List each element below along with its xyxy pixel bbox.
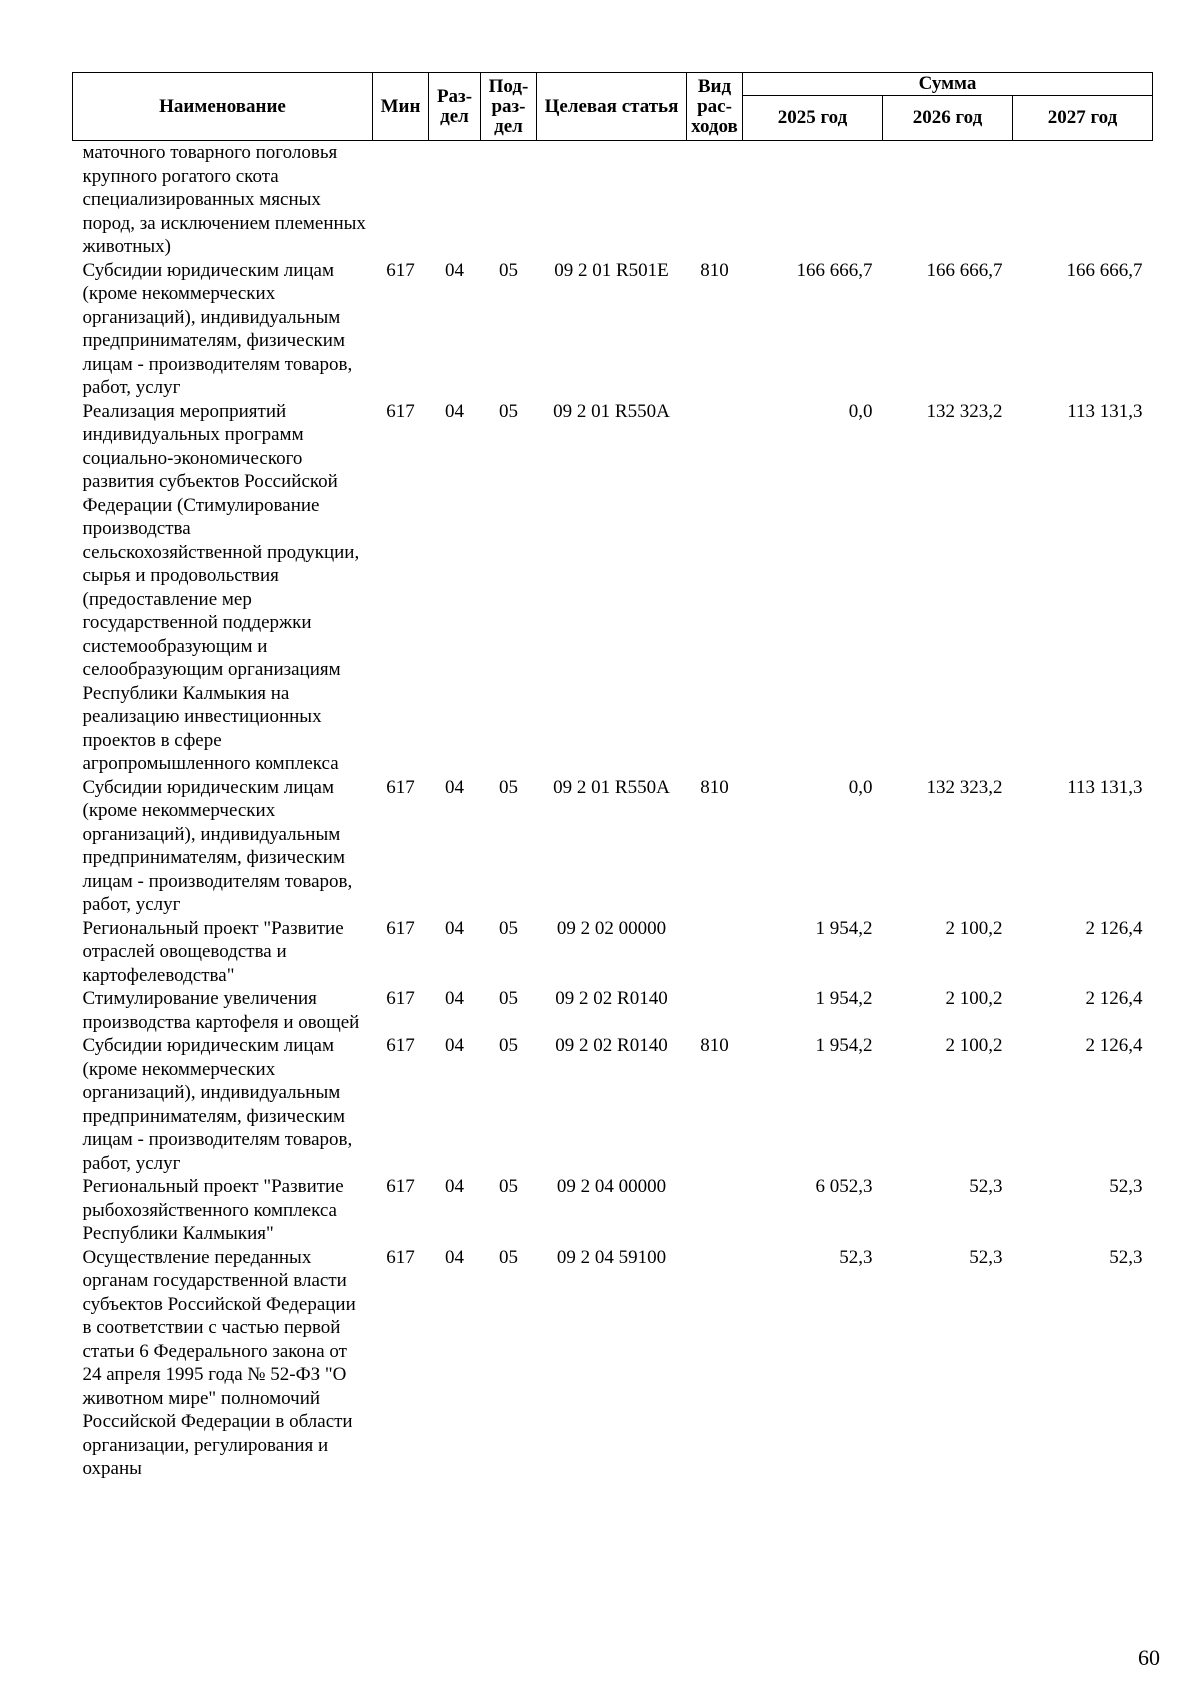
cell-vid-rashodov — [687, 1175, 743, 1246]
cell-min — [373, 141, 429, 259]
table-body — [73, 141, 1153, 1481]
cell-vid-rashodov — [687, 400, 743, 776]
cell-2025: 0,0 — [848, 400, 873, 422]
cell-2026 — [883, 141, 1013, 259]
cell-min: 617 — [386, 259, 415, 281]
header-min: Мин — [373, 73, 429, 141]
cell-vid-rashodov: 810 — [700, 776, 729, 798]
table-row — [73, 1246, 1153, 1481]
cell-vid-rashodov — [687, 917, 743, 988]
cell-celevaya-statya: 09 2 02 R0140 — [555, 1035, 668, 1056]
header-vid-rashodov: Вид рас- ходов — [687, 73, 743, 141]
cell-2025: 52,3 — [839, 1246, 873, 1268]
cell-razdel: 04 — [445, 1246, 464, 1268]
cell-2027: 52,3 — [1109, 1176, 1143, 1197]
header-year-2025: 2025 год — [743, 96, 883, 141]
cell-2025: 1 954,2 — [815, 1035, 873, 1056]
cell-min: 617 — [386, 1035, 415, 1056]
header-podrazdel: Под- раз- дел — [481, 73, 537, 141]
cell-2026: 2 100,2 — [945, 1035, 1003, 1056]
cell-2025: 0,0 — [848, 776, 873, 798]
header-celevaya-statya: Целевая статья — [537, 73, 687, 141]
cell-2025: 1 954,2 — [815, 917, 873, 939]
document-page — [72, 72, 1152, 1481]
cell-name: маточного товарного поголовья крупного рогатого скота специализированных мясных пород, за исключением племенных животных) — [82, 142, 366, 257]
cell-min: 617 — [386, 776, 415, 798]
cell-podrazdel: 05 — [499, 917, 518, 939]
cell-2025: 1 954,2 — [815, 988, 873, 1009]
cell-celevaya-statya: 09 2 01 R550A — [553, 776, 670, 798]
cell-podrazdel — [481, 141, 537, 259]
cell-name: Реализация мероприятий индивидуальных программ социально-экономического развития субъектов Российской Федерации (Стимулирование производства сельскохозяйственной продукции, сырья и продовольствия (предоставление мер государственной поддержки системообразующим и селообразующим организациям Республики Калмыкия на реализацию инвестиционных проектов в сфере агропромышленного комплекса — [82, 400, 360, 774]
cell-name: Субсидии юридическим лицам (кроме некоммерческих организаций), индивидуальным предпринимателям, физическим лицам - производителям товаров, работ, услуг — [82, 776, 353, 915]
cell-vid-rashodov: 810 — [700, 1035, 729, 1056]
cell-name: Региональный проект "Развитие рыбохозяйственного комплекса Республики Калмыкия" — [82, 1176, 344, 1244]
header-year-2027: 2027 год — [1013, 96, 1153, 141]
page-number: 60 — [1138, 1645, 1160, 1670]
table-row — [73, 141, 1153, 259]
cell-2026: 2 100,2 — [945, 988, 1003, 1009]
cell-podrazdel: 05 — [499, 259, 518, 281]
budget-table — [72, 72, 1153, 1481]
cell-2027: 113 131,3 — [1067, 400, 1143, 422]
table-row — [73, 776, 1153, 917]
cell-podrazdel: 05 — [499, 1246, 518, 1268]
cell-2026: 132 323,2 — [926, 776, 1003, 798]
cell-celevaya-statya: 09 2 04 59100 — [556, 1246, 667, 1268]
cell-razdel: 04 — [445, 259, 464, 281]
cell-razdel: 04 — [445, 988, 464, 1009]
cell-2027 — [1013, 141, 1153, 259]
cell-celevaya-statya: 09 2 04 00000 — [556, 1176, 667, 1197]
cell-name: Региональный проект "Развитие отраслей овощеводства и картофелеводства" — [82, 917, 344, 986]
cell-min: 617 — [386, 1246, 415, 1268]
cell-2026: 132 323,2 — [926, 400, 1003, 422]
cell-name: Субсидии юридическим лицам (кроме некоммерческих организаций), индивидуальным предпринимателям, физическим лицам - производителям товаров, работ, услуг — [82, 1035, 353, 1174]
header-summa: Сумма — [743, 73, 1153, 96]
cell-celevaya-statya: 09 2 01 R501E — [554, 259, 669, 281]
header-name: Наименование — [73, 73, 373, 141]
cell-name: Субсидии юридическим лицам (кроме некоммерческих организаций), индивидуальным предпринимателям, физическим лицам - производителям товаров, работ, услуг — [82, 259, 353, 398]
cell-razdel — [429, 141, 481, 259]
cell-2027: 2 126,4 — [1085, 988, 1143, 1009]
cell-razdel: 04 — [445, 1035, 464, 1056]
cell-2026: 166 666,7 — [926, 259, 1003, 281]
table-row — [73, 1175, 1153, 1246]
cell-2026: 52,3 — [969, 1176, 1003, 1197]
header-razdel: Раз- дел — [429, 73, 481, 141]
cell-podrazdel: 05 — [499, 988, 518, 1009]
cell-razdel: 04 — [445, 400, 464, 422]
cell-name: Стимулирование увеличения производства картофеля и овощей — [82, 988, 360, 1033]
cell-2027: 52,3 — [1109, 1246, 1143, 1268]
cell-celevaya-statya: 09 2 01 R550A — [553, 400, 670, 422]
cell-2026: 52,3 — [969, 1246, 1003, 1268]
cell-2025: 6 052,3 — [815, 1176, 873, 1197]
cell-2026: 2 100,2 — [945, 917, 1003, 939]
cell-2027: 2 126,4 — [1085, 917, 1143, 939]
table-header — [73, 73, 1153, 141]
cell-2027: 113 131,3 — [1067, 776, 1143, 798]
table-row — [73, 917, 1153, 988]
cell-min: 617 — [386, 1176, 415, 1197]
table-row — [73, 400, 1153, 776]
cell-podrazdel: 05 — [499, 400, 518, 422]
cell-podrazdel: 05 — [499, 1035, 518, 1056]
cell-razdel: 04 — [445, 1176, 464, 1197]
cell-razdel: 04 — [445, 776, 464, 798]
cell-2025 — [743, 141, 883, 259]
cell-name: Осуществление переданных органам государственной власти субъектов Российской Федерации в соответствии с частью первой статьи 6 Федерального закона от 24 апреля 1995 года № 52-ФЗ "О животном мире" полномочий Российской Федерации в области организации, регулирования и охраны — [82, 1246, 356, 1479]
cell-vid-rashodov: 810 — [700, 259, 729, 281]
cell-celevaya-statya: 09 2 02 00000 — [556, 917, 667, 939]
cell-celevaya-statya — [537, 141, 687, 259]
cell-2025: 166 666,7 — [796, 259, 873, 281]
cell-razdel: 04 — [445, 917, 464, 939]
cell-2027: 166 666,7 — [1066, 259, 1143, 281]
table-row — [73, 987, 1153, 1034]
cell-min: 617 — [386, 988, 415, 1009]
header-year-2026: 2026 год — [883, 96, 1013, 141]
cell-2027: 2 126,4 — [1085, 1035, 1143, 1056]
cell-podrazdel: 05 — [499, 776, 518, 798]
cell-min: 617 — [386, 917, 415, 939]
table-row — [73, 1034, 1153, 1175]
cell-vid-rashodov — [687, 1246, 743, 1481]
cell-celevaya-statya: 09 2 02 R0140 — [555, 988, 668, 1009]
cell-podrazdel: 05 — [499, 1176, 518, 1197]
cell-vid-rashodov — [687, 987, 743, 1034]
cell-min: 617 — [386, 400, 415, 422]
table-row — [73, 259, 1153, 400]
cell-vid-rashodov — [687, 141, 743, 259]
